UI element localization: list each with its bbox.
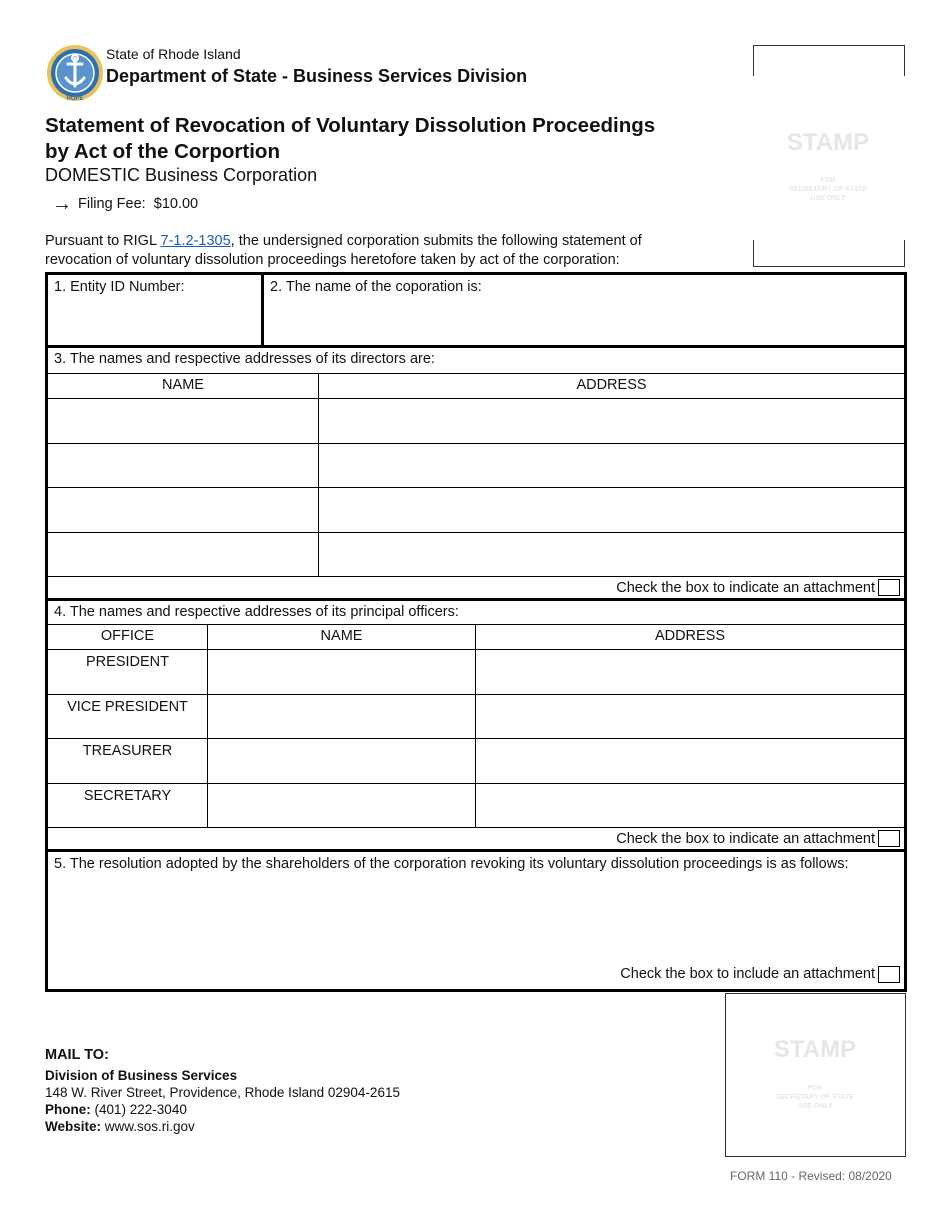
officers-attachment-label: Check the box to indicate an attachment — [616, 830, 875, 847]
director-address-input[interactable] — [318, 399, 904, 443]
director-row — [48, 533, 904, 577]
directors-attachment-checkbox[interactable] — [878, 579, 900, 596]
director-address-input[interactable] — [318, 488, 904, 532]
officer-address-input[interactable] — [475, 739, 904, 783]
officer-name-input[interactable] — [207, 784, 475, 827]
officers-address-header: ADDRESS — [475, 625, 904, 649]
mail-website: Website: www.sos.ri.gov — [45, 1119, 195, 1134]
directors-section-label: 3. The names and respective addresses of its directors are: — [54, 351, 435, 367]
filing-fee-label: Filing Fee: — [78, 196, 146, 212]
officer-row — [48, 650, 904, 695]
director-row — [48, 488, 904, 533]
mail-phone: Phone: (401) 222-3040 — [45, 1102, 187, 1117]
office-label: SECRETARY — [83, 788, 172, 804]
form-revision-footer: FORM 110 - Revised: 08/2020 — [730, 1169, 892, 1183]
officer-row — [48, 695, 904, 739]
stamp-label: STAMP — [773, 1036, 857, 1063]
title-line-2: by Act of the Corportion — [45, 140, 280, 163]
director-name-input[interactable] — [48, 488, 318, 532]
officer-address-input[interactable] — [475, 784, 904, 827]
entity-id-field[interactable] — [48, 275, 261, 345]
corporation-name-label: 2. The name of the coporation is: — [270, 279, 482, 295]
officer-name-input[interactable] — [207, 695, 475, 738]
director-name-input[interactable] — [48, 399, 318, 443]
directors-attachment-label: Check the box to indicate an attachment — [616, 579, 875, 596]
directors-address-header: ADDRESS — [318, 374, 904, 398]
mail-to-title: MAIL TO: — [45, 1047, 109, 1063]
form-table — [45, 272, 907, 992]
form-subtitle: DOMESTIC Business Corporation — [45, 165, 318, 185]
resolution-attachment-checkbox[interactable] — [878, 966, 900, 983]
officers-section-label: 4. The names and respective addresses of its principal officers: — [54, 604, 459, 620]
corporation-name-field[interactable] — [261, 275, 904, 345]
office-label: TREASURER — [82, 743, 173, 759]
officers-name-header: NAME — [207, 625, 475, 649]
director-name-input[interactable] — [48, 533, 318, 576]
resolution-field[interactable] — [48, 852, 904, 989]
mail-division: Division of Business Services — [45, 1068, 238, 1083]
office-label: PRESIDENT — [86, 654, 169, 670]
stamp-box-top: STAMP FOR SECRETARY OF STATE USE ONLY — [753, 45, 903, 267]
filing-fee-value: $10.00 — [153, 196, 199, 212]
officer-name-input[interactable] — [207, 650, 475, 694]
svg-text:HOPE: HOPE — [66, 96, 84, 102]
rigl-link[interactable]: 7-1.2-1305 — [160, 233, 231, 249]
form-title — [45, 113, 725, 165]
title-line-1: Statement of Revocation of Voluntary Dissolution Proceedings — [45, 114, 656, 137]
resolution-attachment-label: Check the box to include an attachment — [620, 966, 875, 982]
stamp-label: STAMP — [786, 129, 870, 156]
intro-paragraph: Pursuant to RIGL 7-1.2-1305, the undersigned corporation submits the following statement of revocation of voluntary dissolution proceedings heretofore taken by act of the corporation: — [45, 233, 642, 268]
directors-name-header: NAME — [162, 377, 204, 393]
state-seal-icon — [46, 44, 104, 102]
office-label: VICE PRESIDENT — [67, 699, 188, 715]
mail-address: 148 W. River Street, Providence, Rhode Island 02904-2615 — [45, 1085, 400, 1100]
arrow-right-icon: → — [52, 193, 72, 215]
officer-name-input[interactable] — [207, 739, 475, 783]
director-row — [48, 444, 904, 488]
state-name: State of Rhode Island — [106, 46, 241, 62]
officer-row — [48, 739, 904, 784]
officers-attachment-checkbox[interactable] — [878, 830, 900, 847]
director-row — [48, 399, 904, 444]
department-name: Department of State - Business Services Division — [106, 66, 528, 86]
officer-row — [48, 784, 904, 828]
resolution-label: 5. The resolution adopted by the shareholders of the corporation revoking its voluntary dissolution proceedings is as follows: — [54, 856, 849, 872]
officers-office-header: OFFICE — [100, 628, 155, 644]
director-address-input[interactable] — [318, 533, 904, 576]
officer-address-input[interactable] — [475, 650, 904, 694]
entity-id-label: 1. Entity ID Number: — [54, 279, 185, 295]
filing-fee — [52, 193, 198, 216]
officer-address-input[interactable] — [475, 695, 904, 738]
stamp-box-bottom: STAMP FOR SECRETARY OF STATE USE ONLY — [725, 993, 906, 1157]
director-name-input[interactable] — [48, 444, 318, 487]
director-address-input[interactable] — [318, 444, 904, 487]
mail-to-block — [45, 1047, 400, 1135]
